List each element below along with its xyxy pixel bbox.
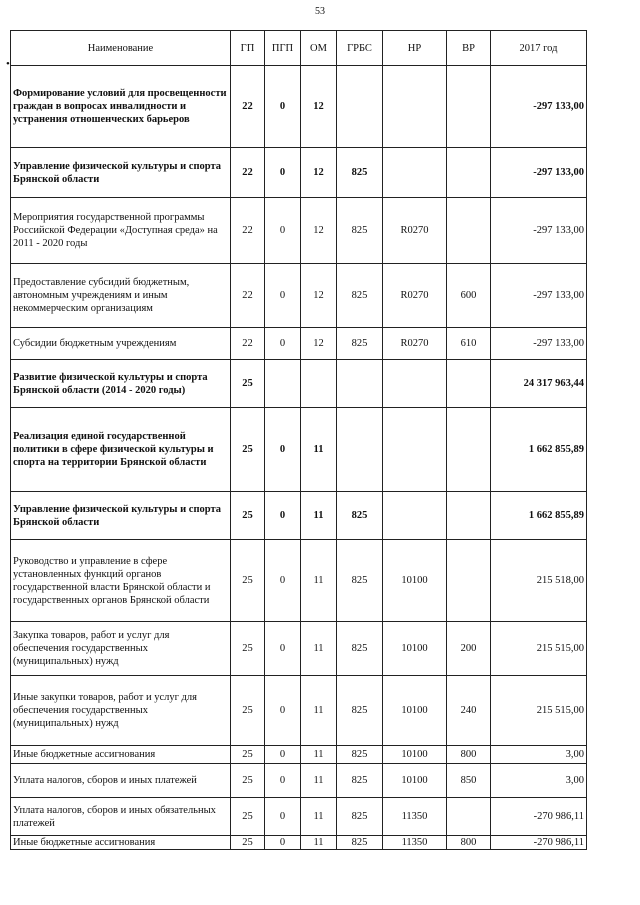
grbs-cell: 825 xyxy=(337,836,383,850)
gp-cell: 25 xyxy=(231,622,265,676)
pgp-cell: 0 xyxy=(265,198,301,264)
table-row xyxy=(11,764,587,798)
name-cell: Предоставление субсидий бюджетным, автономным учреждениям и иным некоммерческим организациям xyxy=(11,264,231,328)
column-header-gp: ГП xyxy=(231,31,265,66)
vr-cell: 800 xyxy=(447,746,491,764)
pgp-cell: 0 xyxy=(265,622,301,676)
vr-cell: 600 xyxy=(447,264,491,328)
pgp-cell: 0 xyxy=(265,264,301,328)
om-cell: 11 xyxy=(301,836,337,850)
amount-cell: 3,00 xyxy=(491,746,587,764)
amount-cell: -297 133,00 xyxy=(491,148,587,198)
om-cell: 12 xyxy=(301,148,337,198)
om-cell: 11 xyxy=(301,676,337,746)
table-row xyxy=(11,492,587,540)
table-row xyxy=(11,264,587,328)
pgp-cell: 0 xyxy=(265,798,301,836)
gp-cell: 22 xyxy=(231,198,265,264)
table-body xyxy=(11,66,587,850)
om-cell xyxy=(301,360,337,408)
table-row xyxy=(11,676,587,746)
amount-cell: 215 515,00 xyxy=(491,676,587,746)
om-cell: 11 xyxy=(301,492,337,540)
nr-cell xyxy=(383,492,447,540)
nr-cell: 11350 xyxy=(383,798,447,836)
om-cell: 12 xyxy=(301,264,337,328)
name-cell: Реализация единой государственной политики в сфере физической культуры и спорта на территории Брянской области xyxy=(11,408,231,492)
name-cell: Закупка товаров, работ и услуг для обеспечения государственных (муниципальных) нужд xyxy=(11,622,231,676)
vr-cell: 850 xyxy=(447,764,491,798)
om-cell: 11 xyxy=(301,746,337,764)
column-header-om: ОМ xyxy=(301,31,337,66)
column-header-vr: ВР xyxy=(447,31,491,66)
pgp-cell xyxy=(265,360,301,408)
column-header-grbs: ГРБС xyxy=(337,31,383,66)
om-cell: 11 xyxy=(301,798,337,836)
gp-cell: 25 xyxy=(231,492,265,540)
gp-cell: 25 xyxy=(231,746,265,764)
om-cell: 12 xyxy=(301,66,337,148)
vr-cell xyxy=(447,360,491,408)
grbs-cell: 825 xyxy=(337,328,383,360)
grbs-cell: 825 xyxy=(337,540,383,622)
grbs-cell: 825 xyxy=(337,798,383,836)
gp-cell: 25 xyxy=(231,798,265,836)
column-header-name: Наименование xyxy=(11,31,231,66)
name-cell: Иные закупки товаров, работ и услуг для обеспечения государственных (муниципальных) нужд xyxy=(11,676,231,746)
table-row xyxy=(11,746,587,764)
om-cell: 12 xyxy=(301,328,337,360)
grbs-cell: 825 xyxy=(337,148,383,198)
gp-cell: 25 xyxy=(231,360,265,408)
name-cell: Развитие физической культуры и спорта Брянской области (2014 - 2020 годы) xyxy=(11,360,231,408)
pgp-cell: 0 xyxy=(265,66,301,148)
nr-cell xyxy=(383,148,447,198)
table-row xyxy=(11,148,587,198)
grbs-cell xyxy=(337,66,383,148)
nr-cell xyxy=(383,408,447,492)
name-cell: Управление физической культуры и спорта Брянской области xyxy=(11,148,231,198)
nr-cell: 11350 xyxy=(383,836,447,850)
amount-cell: 1 662 855,89 xyxy=(491,408,587,492)
nr-cell xyxy=(383,66,447,148)
name-cell: Управление физической культуры и спорта Брянской области xyxy=(11,492,231,540)
gp-cell: 22 xyxy=(231,148,265,198)
gp-cell: 25 xyxy=(231,764,265,798)
name-cell: Иные бюджетные ассигнования xyxy=(11,836,231,850)
grbs-cell xyxy=(337,360,383,408)
amount-cell: -270 986,11 xyxy=(491,836,587,850)
table-row xyxy=(11,798,587,836)
amount-cell: -297 133,00 xyxy=(491,66,587,148)
vr-cell xyxy=(447,540,491,622)
gp-cell: 25 xyxy=(231,540,265,622)
nr-cell: R0270 xyxy=(383,328,447,360)
vr-cell xyxy=(447,798,491,836)
name-cell: Формирование условий для просвещенности граждан в вопросах инвалидности и устранения отношенческих барьеров xyxy=(11,66,231,148)
grbs-cell: 825 xyxy=(337,198,383,264)
om-cell: 12 xyxy=(301,198,337,264)
budget-table xyxy=(10,30,587,850)
pgp-cell: 0 xyxy=(265,746,301,764)
grbs-cell: 825 xyxy=(337,764,383,798)
table-row xyxy=(11,360,587,408)
gp-cell: 25 xyxy=(231,408,265,492)
table-row xyxy=(11,328,587,360)
om-cell: 11 xyxy=(301,408,337,492)
gp-cell: 25 xyxy=(231,676,265,746)
column-header-pgp: ПГП xyxy=(265,31,301,66)
vr-cell xyxy=(447,66,491,148)
name-cell: Руководство и управление в сфере установленных функций органов государственной власти Брянской области и государственных органов Брянской области xyxy=(11,540,231,622)
nr-cell: R0270 xyxy=(383,264,447,328)
pgp-cell: 0 xyxy=(265,540,301,622)
grbs-cell: 825 xyxy=(337,622,383,676)
table-row xyxy=(11,66,587,148)
pgp-cell: 0 xyxy=(265,492,301,540)
nr-cell: 10100 xyxy=(383,676,447,746)
vr-cell xyxy=(447,492,491,540)
page-number: 53 xyxy=(315,6,325,17)
om-cell: 11 xyxy=(301,540,337,622)
grbs-cell: 825 xyxy=(337,676,383,746)
table-row xyxy=(11,540,587,622)
margin-mark: • xyxy=(6,58,10,70)
column-header-amount: 2017 год xyxy=(491,31,587,66)
amount-cell: 1 662 855,89 xyxy=(491,492,587,540)
nr-cell: 10100 xyxy=(383,540,447,622)
grbs-cell: 825 xyxy=(337,264,383,328)
vr-cell xyxy=(447,148,491,198)
grbs-cell xyxy=(337,408,383,492)
table-row xyxy=(11,408,587,492)
name-cell: Уплата налогов, сборов и иных обязательных платежей xyxy=(11,798,231,836)
vr-cell: 200 xyxy=(447,622,491,676)
pgp-cell: 0 xyxy=(265,676,301,746)
pgp-cell: 0 xyxy=(265,148,301,198)
column-header-nr: НР xyxy=(383,31,447,66)
amount-cell: -297 133,00 xyxy=(491,328,587,360)
name-cell: Субсидии бюджетным учреждениям xyxy=(11,328,231,360)
name-cell: Мероприятия государственной программы Российской Федерации «Доступная среда» на 2011 - 2020 годы xyxy=(11,198,231,264)
nr-cell: 10100 xyxy=(383,746,447,764)
amount-cell: -297 133,00 xyxy=(491,264,587,328)
om-cell: 11 xyxy=(301,764,337,798)
pgp-cell: 0 xyxy=(265,328,301,360)
amount-cell: 215 518,00 xyxy=(491,540,587,622)
name-cell: Иные бюджетные ассигнования xyxy=(11,746,231,764)
pgp-cell: 0 xyxy=(265,408,301,492)
amount-cell: -270 986,11 xyxy=(491,798,587,836)
gp-cell: 25 xyxy=(231,836,265,850)
gp-cell: 22 xyxy=(231,66,265,148)
grbs-cell: 825 xyxy=(337,746,383,764)
vr-cell: 240 xyxy=(447,676,491,746)
nr-cell: 10100 xyxy=(383,764,447,798)
amount-cell: -297 133,00 xyxy=(491,198,587,264)
vr-cell xyxy=(447,408,491,492)
name-cell: Уплата налогов, сборов и иных платежей xyxy=(11,764,231,798)
table-header-row xyxy=(11,31,587,66)
grbs-cell: 825 xyxy=(337,492,383,540)
table-row xyxy=(11,198,587,264)
vr-cell: 800 xyxy=(447,836,491,850)
table-row xyxy=(11,836,587,850)
amount-cell: 3,00 xyxy=(491,764,587,798)
gp-cell: 22 xyxy=(231,264,265,328)
nr-cell: 10100 xyxy=(383,622,447,676)
amount-cell: 24 317 963,44 xyxy=(491,360,587,408)
table-row xyxy=(11,622,587,676)
gp-cell: 22 xyxy=(231,328,265,360)
pgp-cell: 0 xyxy=(265,836,301,850)
nr-cell xyxy=(383,360,447,408)
nr-cell: R0270 xyxy=(383,198,447,264)
vr-cell xyxy=(447,198,491,264)
pgp-cell: 0 xyxy=(265,764,301,798)
om-cell: 11 xyxy=(301,622,337,676)
amount-cell: 215 515,00 xyxy=(491,622,587,676)
vr-cell: 610 xyxy=(447,328,491,360)
